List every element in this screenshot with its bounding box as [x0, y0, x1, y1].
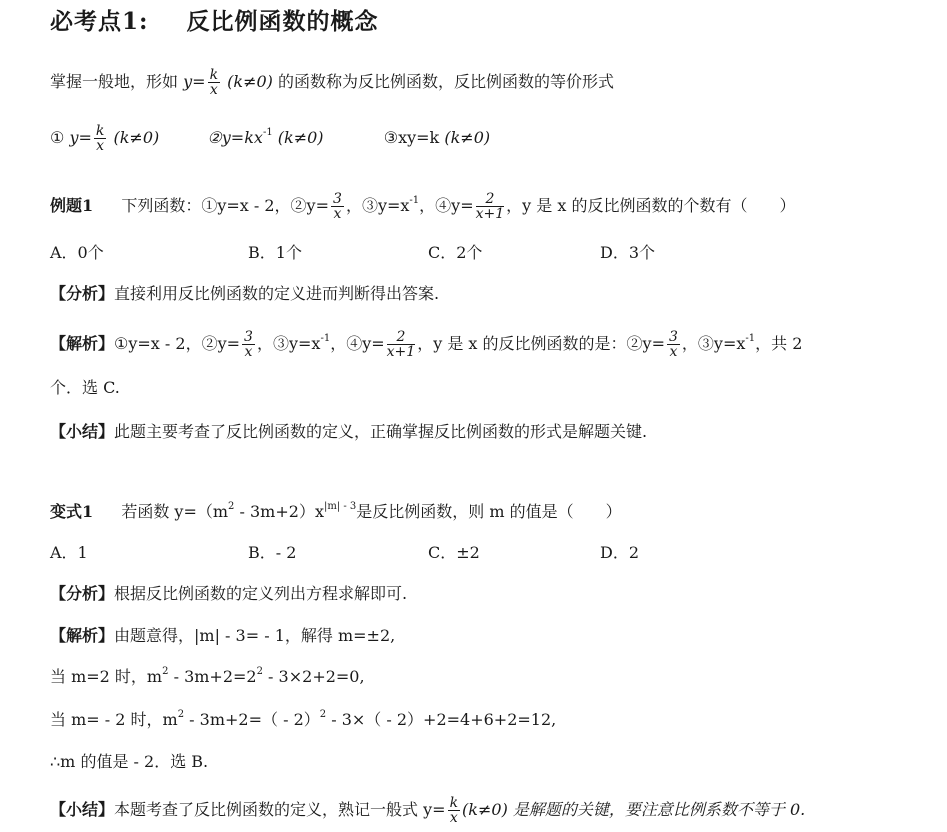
intro-y: y= [183, 72, 206, 91]
solution-text-a: ①y=x - 2，②y= [114, 334, 241, 353]
analysis-text: 根据反比例函数的定义列出方程求解即可. [114, 584, 408, 603]
variant1-square: 2 [228, 501, 235, 512]
solution-label: 【解析】 [50, 626, 115, 645]
square-exp-b: 2 [256, 666, 263, 677]
fraction-numerator: k [209, 67, 219, 83]
fraction-numerator: 2 [387, 330, 416, 345]
analysis-label: 【分析】 [50, 284, 115, 303]
fraction-numerator: 3 [244, 329, 253, 345]
section-title [50, 8, 379, 35]
solution-label: 【解析】 [50, 334, 115, 353]
form3: ③xy=k [383, 128, 440, 147]
example1-text-a: 下列函数：①y=x - 2，②y= [121, 196, 330, 215]
example1-text-c: ，④y= [419, 196, 474, 215]
intro-tail: 的函数称为反比例函数，反比例函数的等价形式 [278, 72, 615, 91]
fraction-denominator: x [333, 206, 342, 222]
fraction-numerator: k [449, 795, 459, 811]
example1-analysis [50, 284, 439, 304]
square-exp-b: 2 [319, 709, 327, 720]
summary-label: 【小结】 [50, 800, 115, 819]
variant1-text-a: 若函数 y=（m [121, 502, 229, 521]
solution-step4: ∴m 的值是 - 2．选 B. [50, 752, 209, 771]
solution-text-f: ，共 2 [755, 334, 803, 353]
solution-step3-b: - 3m+2=（ - 2） [184, 710, 320, 729]
form1-number: ① [50, 128, 65, 147]
fraction-denominator: x+1 [386, 344, 416, 360]
solution-text-d: ，y 是 x 的反比例函数的是：②y= [417, 334, 665, 353]
form1-y: y= [69, 128, 92, 147]
example1-label: 例题1 [50, 196, 94, 215]
example1-frac-3x [331, 192, 344, 221]
example1-options [50, 243, 655, 263]
solution-step2-a: 当 m=2 时，m [50, 667, 163, 686]
fraction-denominator: x [209, 82, 218, 98]
form2-condition: (k≠0) [277, 128, 324, 147]
summary-fraction [448, 796, 460, 825]
form3-condition: (k≠0) [444, 128, 491, 147]
example1-question [50, 192, 796, 221]
solution-step2-b: - 3m+2=2 [168, 667, 257, 686]
option-b: B．1个 [248, 243, 302, 262]
option-a: A．1 [50, 543, 88, 562]
title-point: 必考点1: [50, 8, 149, 35]
option-a: A．0个 [50, 243, 104, 262]
fraction-numerator: 2 [476, 192, 505, 207]
variant1-exponent: |m| - 3 [323, 501, 357, 512]
option-c: C．±2 [428, 543, 480, 562]
example1-text-b: ，③y=x [345, 196, 410, 215]
solution-frac-3x [242, 330, 255, 359]
intro-line [50, 68, 614, 97]
solution-frac-3x-b [667, 330, 680, 359]
fraction-denominator: x [96, 138, 105, 154]
forms-line [50, 124, 490, 153]
square-exp: 2 [177, 709, 185, 720]
fraction-denominator: x+1 [475, 206, 505, 222]
analysis-label: 【分析】 [50, 584, 115, 603]
title-topic: 反比例函数的概念 [186, 8, 379, 35]
solution-exponent: -1 [320, 333, 331, 344]
analysis-text: 直接利用反比例函数的定义进而判断得出答案. [114, 284, 440, 303]
solution-step2-c: - 3×2+2=0, [262, 667, 365, 686]
variant1-summary [50, 796, 805, 825]
summary-text-a: 本题考查了反比例函数的定义，熟记一般式 y= [114, 800, 446, 819]
fraction-numerator: 3 [668, 329, 678, 345]
form1-condition: (k≠0) [113, 128, 160, 147]
fraction-numerator: k [95, 123, 105, 139]
variant1-text-c: 是反比例函数，则 m 的值是（ ） [356, 502, 622, 521]
summary-label: 【小结】 [50, 422, 115, 441]
fraction-denominator: x [449, 810, 458, 826]
example1-exponent: -1 [409, 195, 420, 206]
variant1-question [50, 502, 622, 522]
option-b: B．- 2 [248, 543, 297, 562]
fraction-denominator: x [244, 344, 253, 360]
variant1-text-b: - 3m+2）x [234, 502, 324, 521]
variant1-solution-3 [50, 710, 556, 730]
solution-step3-c: - 3×（ - 2）+2=4+6+2=12, [326, 710, 557, 729]
form1-fraction [94, 124, 106, 153]
solution-exponent-b: -1 [745, 333, 756, 344]
summary-text: 此题主要考查了反比例函数的定义，正确掌握反比例函数的形式是解题关键. [114, 422, 648, 441]
form2-exponent: -1 [262, 127, 273, 138]
intro-condition: (k≠0) [227, 72, 273, 91]
square-exp: 2 [162, 666, 169, 677]
fraction-denominator: x [669, 344, 678, 360]
option-d: D．3个 [600, 243, 656, 262]
fraction-numerator: 3 [333, 191, 342, 207]
form2: ②y=kx [207, 128, 263, 147]
example1-solution [50, 330, 802, 359]
option-c: C．2个 [428, 243, 483, 262]
solution-frac-2x1 [387, 330, 416, 359]
option-d: D．2 [600, 543, 640, 562]
intro-fraction [208, 68, 220, 97]
summary-text-b: (k≠0) 是解题的关键，要注意比例系数不等于 0. [462, 800, 806, 819]
solution-text-e: ，③y=x [681, 334, 746, 353]
variant1-solution-2 [50, 667, 365, 687]
example1-frac-2x1 [476, 192, 505, 221]
variant1-analysis [50, 584, 407, 604]
variant1-options [50, 543, 639, 563]
solution-step3-a: 当 m= - 2 时，m [50, 710, 178, 729]
solution-text-b: ，③y=x [256, 334, 321, 353]
example1-summary [50, 422, 647, 442]
solution-line2: 个．选 C. [50, 378, 120, 397]
variant1-solution-4 [50, 752, 208, 772]
example1-text-d: ，y 是 x 的反比例函数的个数有（ ） [506, 196, 796, 215]
solution-step1: 由题意得，|m| - 3= - 1，解得 m=±2, [114, 626, 396, 645]
variant1-label: 变式1 [50, 502, 94, 521]
variant1-solution-1 [50, 626, 395, 646]
solution-text-c: ，④y= [330, 334, 385, 353]
example1-solution-line2 [50, 378, 120, 398]
intro-lead: 掌握一般地，形如 [50, 72, 179, 91]
